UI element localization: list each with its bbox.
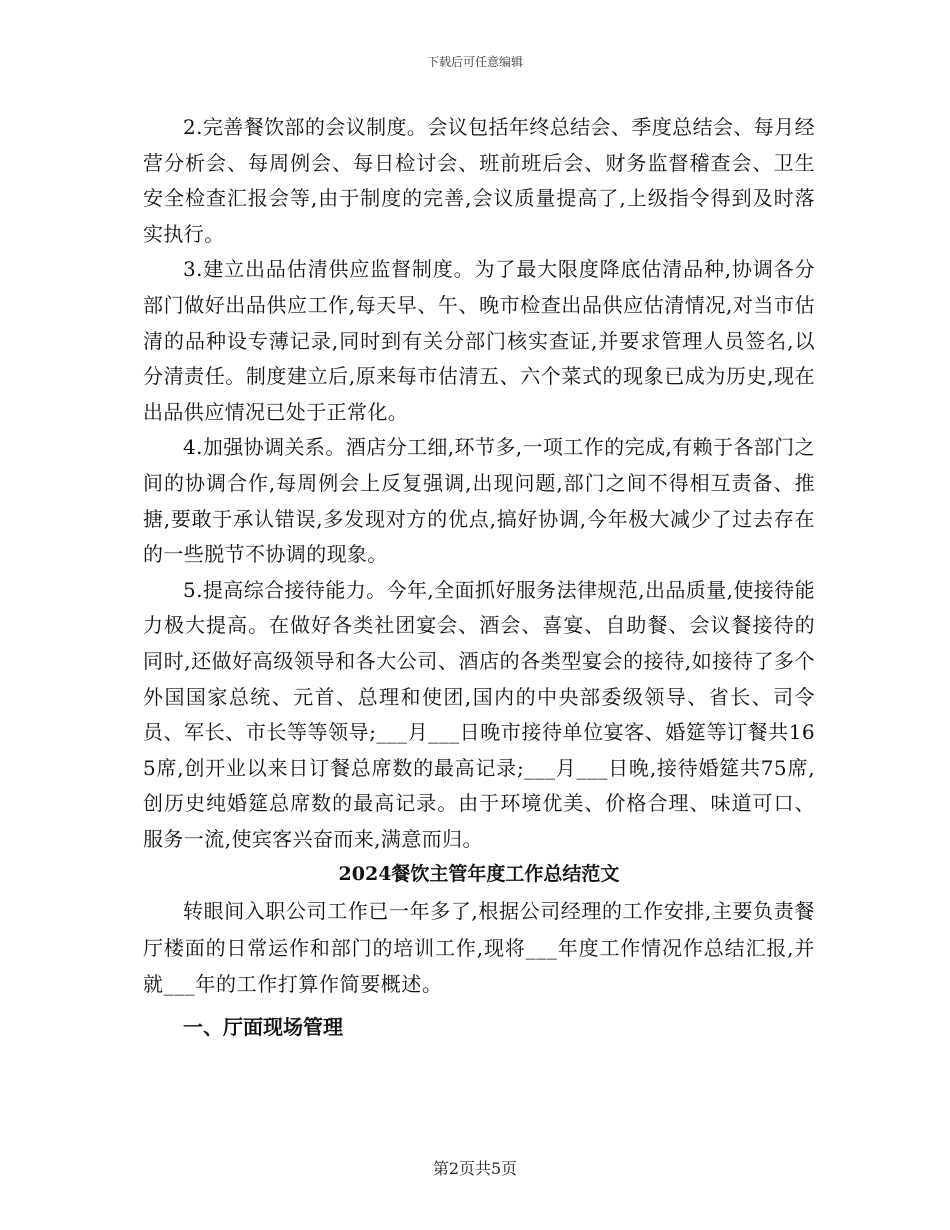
document-body [143,110,815,1045]
page-number-footer: 第2页共5页 [432,1159,518,1178]
paragraph-supply-supervision: 3.建立出品估清供应监督制度。为了最大限度降底估清品种,协调各分部门做好出品供应工作,每天早、午、晚市检查出品供应估清情况,对当市估清的品种设专薄记录,同时到有关分部门核实查证,并要求管理人员签名,以分清责任。制度建立后,原来每市估清五、六个菜式的现象已成为历史,现在出品供应情况已处于正常化。 [143,257,815,424]
section-intro: 转眼间入职公司工作已一年多了,根据公司经理的工作安排,主要负责餐厅楼面的日常运作和部门的培训工作,现将___年度工作情况作总结汇报,并就___年的工作打算作简要概述。 [143,899,815,997]
paragraph-coordination: 4.加强协调关系。酒店分工细,环节多,一项工作的完成,有赖于各部门之间的协调合作,每周例会上反复强调,出现问题,部门之间不得相互责备、推搪,要敢于承认错误,多发现对方的优点,搞好协调,今年极大减少了过去存在的一些脱节不协调的现象。 [143,435,815,567]
page-header-note: 下载后可任意编辑 [426,55,523,69]
paragraph-meeting-system: 2.完善餐饮部的会议制度。会议包括年终总结会、季度总结会、每月经营分析会、每周例会、每日检讨会、班前班后会、财务监督稽查会、卫生安全检查汇报会等,由于制度的完善,会议质量提高了,上级指令得到及时落实执行。 [143,115,815,246]
paragraph-reception-capacity: 5.提高综合接待能力。今年,全面抓好服务法律规范,出品质量,使接待能力极大提高。在做好各类社团宴会、酒会、喜宴、自助餐、会议餐接待的同时,还做好高级领导和各大公司、酒店的各类型宴会的接待,如接待了多个外国国家总统、元首、总理和使团,国内的中央部委级领导、省长、司令员、军长、市长等等领导;___月___日晚市接待单位宴客、婚筵等订餐共165席,创开业以来日订餐总席数的最高记录;___月___日晚,接待婚筵共75席,创历史纯婚筵总席数的最高记录。由于环境优美、价格合理、味道可口、服务一流,使宾客兴奋而来,满意而归。 [143,577,815,851]
section-heading-floor-management: 一、厅面现场管理 [183,1014,343,1039]
section-title: 2024餐饮主管年度工作总结范文 [338,863,620,886]
